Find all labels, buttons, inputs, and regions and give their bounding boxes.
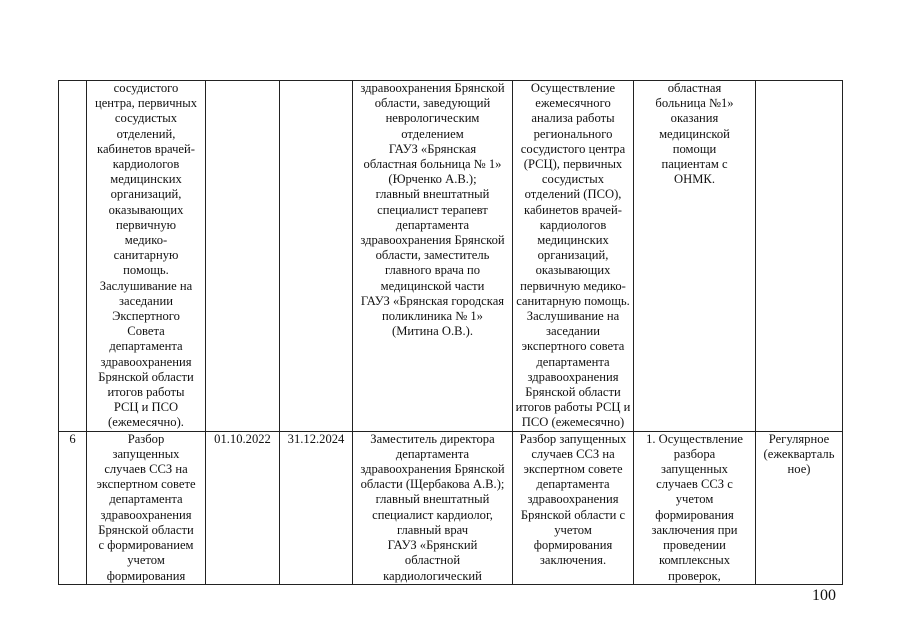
- event-cell: сосудистого центра, первичных сосудистых отделений, кабинетов врачей- кардиологов медицинских организаций, оказывающих первичную медико- санитарную помощь. Заслушивание на заседании Экспертного Совета департамента здравоохранения Брянской области итогов работы РСЦ и ПСО (ежемесячно).: [87, 81, 206, 432]
- start-date-cell: [206, 81, 280, 432]
- end-date-cell: 31.12.2024: [280, 431, 353, 584]
- responsible-cell: Заместитель директора департамента здравоохранения Брянской области (Щербакова А.В.); главный внештатный специалист кардиолог, главный врач ГАУЗ «Брянский областной кардиологический: [353, 431, 513, 584]
- table-row: [59, 81, 843, 432]
- event-cell: Разбор запущенных случаев ССЗ на экспертном совете департамента здравоохранения Брянской области с формированием учетом формирования: [87, 431, 206, 584]
- row-number: [59, 81, 87, 432]
- periodicity-cell: Регулярное (ежекварталь ное): [756, 431, 843, 584]
- indicator-cell: 1. Осуществление разбора запущенных случаев ССЗ с учетом формирования заключения при проведении комплексных проверок,: [634, 431, 756, 584]
- result-cell: Осуществление ежемесячного анализа работы регионального сосудистого центра (РСЦ), первичных сосудистых отделений (ПСО), кабинетов врачей- кардиологов медицинских организаций, оказывающих первичную медико- санитарную помощь. Заслушивание на заседании экспертного совета департамента здравоохранения Брянской области итогов работы РСЦ и ПСО (ежемесячно): [513, 81, 634, 432]
- indicator-cell: областная больница №1» оказания медицинской помощи пациентам с ОНМК.: [634, 81, 756, 432]
- start-date-cell: 01.10.2022: [206, 431, 280, 584]
- page-number: 100: [812, 587, 836, 604]
- end-date-cell: [280, 81, 353, 432]
- periodicity-cell: [756, 81, 843, 432]
- result-cell: Разбор запущенных случаев ССЗ на экспертном совете департамента здравоохранения Брянской области с учетом формирования заключения.: [513, 431, 634, 584]
- row-number: 6: [59, 431, 87, 584]
- table-row: [59, 431, 843, 584]
- plan-table: [58, 80, 843, 585]
- responsible-cell: здравоохранения Брянской области, заведующий неврологическим отделением ГАУЗ «Брянская областная больница № 1» (Юрченко А.В.); главный внештатный специалист терапевт департамента здравоохранения Брянской области, заместитель главного врача по медицинской части ГАУЗ «Брянская городская поликлиника № 1» (Митина О.В.).: [353, 81, 513, 432]
